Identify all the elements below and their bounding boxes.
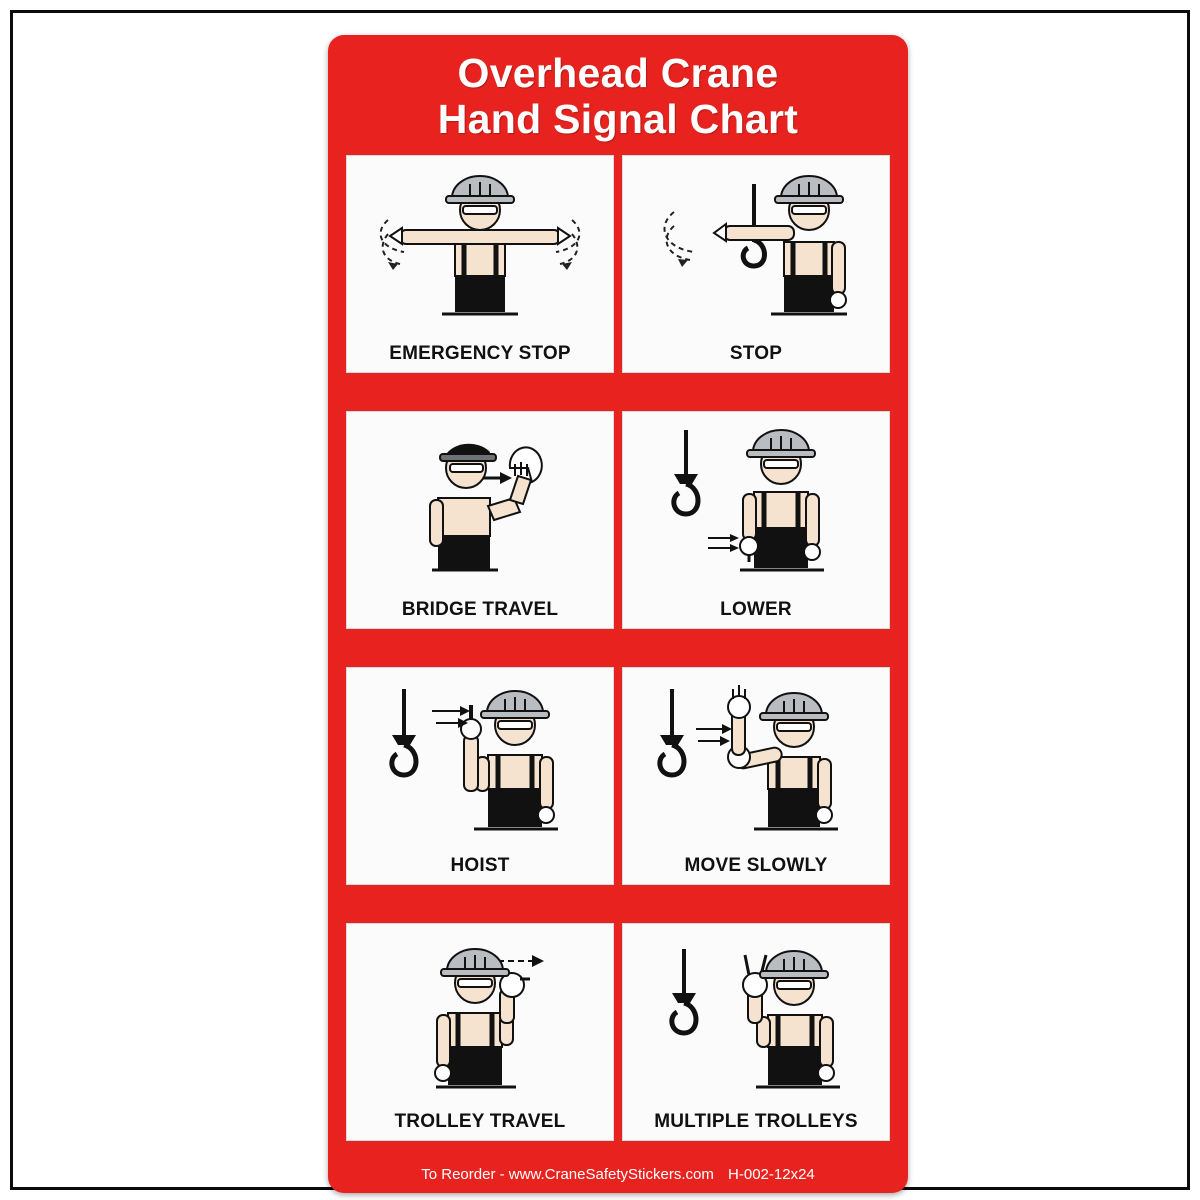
signal-cell-hoist [346, 667, 614, 885]
signal-label: HOIST [450, 854, 510, 876]
move-slowly-icon [623, 668, 889, 854]
signal-cell-emergency-stop [346, 155, 614, 373]
title-line-1: Overhead Crane [457, 50, 779, 96]
signal-cell-move-slowly [622, 667, 890, 885]
reorder-text: To Reorder - www.CraneSafetyStickers.com [421, 1166, 714, 1183]
photo-frame [10, 10, 1190, 1190]
footer [328, 1166, 908, 1183]
signal-row [346, 155, 890, 373]
signal-label: MOVE SLOWLY [684, 854, 828, 876]
signal-cell-bridge-travel [346, 411, 614, 629]
signal-label: MULTIPLE TROLLEYS [654, 1110, 858, 1132]
signal-label: STOP [729, 342, 783, 364]
crane-hand-signal-sticker [328, 35, 908, 1193]
bridge-travel-icon [347, 412, 613, 598]
signal-cell-trolley-travel [346, 923, 614, 1141]
stop-icon [623, 156, 889, 342]
page-title [328, 35, 908, 151]
signal-cell-lower [622, 411, 890, 629]
signal-label: BRIDGE TRAVEL [401, 598, 559, 620]
lower-icon [623, 412, 889, 598]
part-number: H-002-12x24 [728, 1166, 815, 1183]
title-line-2: Hand Signal Chart [437, 95, 799, 142]
signal-grid [328, 151, 908, 1141]
multiple-trolleys-icon [623, 924, 889, 1110]
signal-cell-multiple-trolleys [622, 923, 890, 1141]
signal-row [346, 667, 890, 885]
signal-cell-stop [622, 155, 890, 373]
signal-label: EMERGENCY STOP [389, 342, 571, 364]
signal-row [346, 923, 890, 1141]
emergency-stop-icon [347, 156, 613, 342]
signal-label: TROLLEY TRAVEL [394, 1110, 566, 1132]
signal-label: LOWER [720, 598, 792, 620]
hoist-icon [347, 668, 613, 854]
signal-row [346, 411, 890, 629]
trolley-travel-icon [347, 924, 613, 1110]
